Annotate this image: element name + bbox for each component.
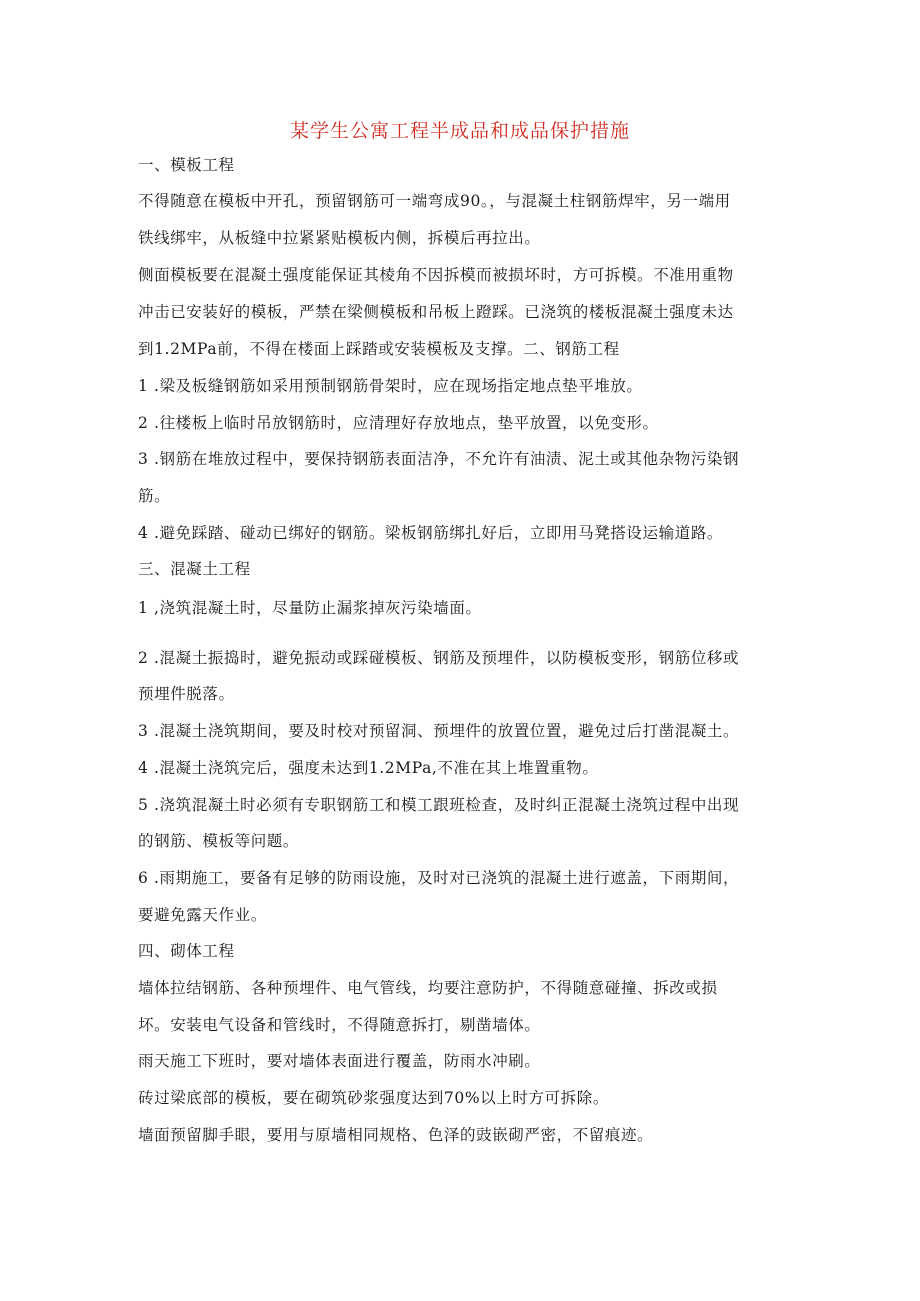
- list-item: 2 .混凝土振捣时，避免振动或踩碰模板、钢筋及预埋件，以防模板变形，钢筋位移或: [138, 649, 740, 667]
- list-item: 5 .浇筑混凝土时必须有专职钢筋工和模工跟班检查，及时纠正混凝土浇筑过程中出现: [138, 796, 740, 814]
- section-heading-masonry: 四、砌体工程: [138, 942, 235, 960]
- paragraph-line: 不得随意在模板中开孔，预留钢筋可一端弯成90。，与混凝土柱钢筋焊牢，另一端用: [138, 192, 731, 210]
- section-heading-formwork: 一、模板工程: [138, 156, 235, 174]
- list-item: 1 .梁及板缝钢筋如采用预制钢筋骨架时，应在现场指定地点垫平堆放。: [138, 377, 643, 395]
- list-item: 1 ,浇筑混凝土时，尽量防止漏浆掉灰污染墙面。: [138, 599, 482, 617]
- list-item: 3 .钢筋在堆放过程中，要保持钢筋表面洁净，不允许有油渍、泥土或其他杂物污染钢: [138, 450, 740, 468]
- paragraph-line: 到1.2MPa前，不得在楼面上踩踏或安装模板及支撑。二、钢筋工程: [138, 340, 620, 358]
- list-item: 4 .避免踩踏、碰动已绑好的钢筋。梁板钢筋绑扎好后，立即用马凳搭设运输道路。: [138, 524, 724, 542]
- list-item-continuation: 预埋件脱落。: [138, 685, 235, 703]
- list-item: 3 .混凝土浇筑期间，要及时校对预留洞、预埋件的放置位置，避免过后打凿混凝土。: [138, 722, 740, 740]
- paragraph-line: 墙体拉结钢筋、各种预埋件、电气管线，均要注意防护，不得随意碰撞、拆改或损: [138, 979, 718, 997]
- document-title: 某学生公寓工程半成品和成品保护措施: [289, 120, 630, 142]
- paragraph-line: 墙面预留脚手眼，要用与原墙相同规格、色泽的豉嵌砌严密，不留痕迹。: [138, 1126, 654, 1144]
- paragraph-line: 侧面模板要在混凝土强度能保证其棱角不因拆模而被损坏时，方可拆模。不准用重物: [138, 266, 734, 284]
- paragraph-line: 雨天施工下班时，要对墙体表面进行覆盖，防雨水冲刷。: [138, 1052, 541, 1070]
- paragraph-line: 坏。安装电气设备和管线时，不得随意拆打，剔凿墙体。: [138, 1016, 541, 1034]
- list-item: 6 .雨期施工，要备有足够的防雨设施，及时对已浇筑的混凝土进行遮盖，下雨期间，: [138, 869, 740, 887]
- list-item: 2 .往楼板上临时吊放钢筋时，应清理好存放地点，垫平放置，以免变形。: [138, 414, 659, 432]
- list-item: 4 .混凝土浇筑完后，强度未达到1.2MPa,不准在其上堆置重物。: [138, 759, 599, 777]
- section-heading-concrete: 三、混凝土工程: [138, 560, 251, 578]
- paragraph-line: 砖过梁底部的模板，要在砌筑砂浆强度达到70%以上时方可拆除。: [138, 1089, 609, 1107]
- list-item-continuation: 的钢筋、模板等问题。: [138, 832, 300, 850]
- paragraph-line: 冲击已安装好的模板，严禁在梁侧模板和吊板上蹬踩。已浇筑的楼板混凝土强度未达: [138, 303, 734, 321]
- list-item-continuation: 筋。: [138, 487, 171, 505]
- list-item-continuation: 要避免露天作业。: [138, 906, 267, 924]
- paragraph-line: 铁线绑牢，从板缝中拉紧紧贴模板内侧，拆模后再拉出。: [138, 229, 541, 247]
